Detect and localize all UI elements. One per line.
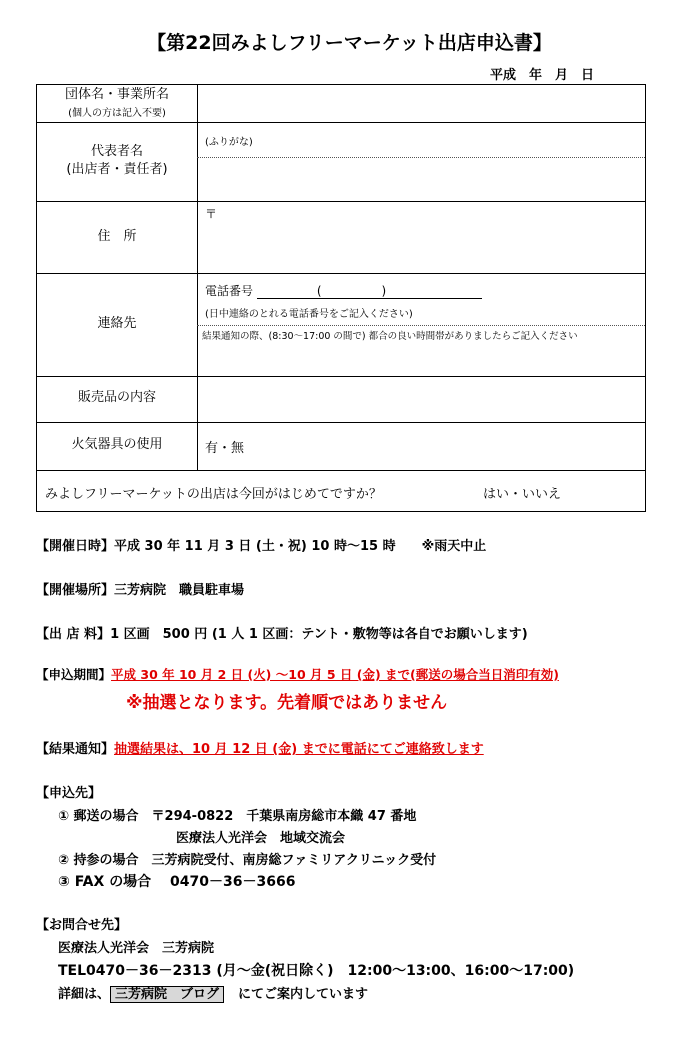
row-divider bbox=[37, 273, 645, 274]
goods-label: 販売品の内容 bbox=[77, 390, 156, 405]
contact-head: 【お問合せ先】 bbox=[36, 918, 128, 933]
result-note: 結果通知の際、(8:30～17:00 の間で) 都合の良い時間帯がありましたらご記入ください bbox=[202, 331, 578, 342]
page-title: 【第22回みよしフリーマーケット出店申込書】 bbox=[147, 32, 552, 54]
detail-prefix: 詳細は、 bbox=[58, 987, 111, 1002]
fee-line bbox=[36, 623, 528, 642]
contact-divider bbox=[197, 325, 645, 326]
rep-label-block bbox=[37, 143, 197, 179]
result-head: 【結果通知】 bbox=[36, 742, 115, 757]
org-note: (個人の方は記入不要) bbox=[68, 108, 166, 119]
event-date-text: 平成 30 年 11 月 3 日 (土・祝) 10 時～15 時 bbox=[114, 539, 396, 554]
org-label: 団体名・事業所名 bbox=[64, 87, 169, 102]
row-divider bbox=[37, 201, 645, 202]
apply-fax: ③ FAX の場合 0470－36－3666 bbox=[58, 874, 296, 890]
rep-label: 代表者名 bbox=[90, 144, 143, 159]
detail-line bbox=[58, 983, 368, 1002]
apply-mail: ① 郵送の場合 〒294-0822 千葉県南房総市本織 47 番地 bbox=[58, 809, 417, 824]
address-label: 住 所 bbox=[97, 229, 137, 244]
furigana-label: (ふりがな) bbox=[205, 137, 253, 148]
application-form bbox=[36, 84, 646, 512]
event-date-line bbox=[36, 535, 486, 554]
row-divider bbox=[37, 422, 645, 423]
period-text: 平成 30 年 10 月 2 日 (火) ～10 月 5 日 (金) まで(郵送の場合当日消印有効) bbox=[111, 667, 559, 682]
first-time-question: みよしフリーマーケットの出店は今回がはじめてですか？ bbox=[45, 487, 382, 502]
detail-suffix: にてご案内しています bbox=[238, 987, 369, 1002]
event-place-line bbox=[36, 579, 244, 598]
apply-head: 【申込先】 bbox=[36, 786, 102, 801]
apply-bring: ② 持参の場合 三芳病院受付、南房総ファミリアクリニック受付 bbox=[58, 853, 437, 868]
blog-link[interactable]: 三芳病院 ブログ bbox=[110, 986, 224, 1003]
org-label-block bbox=[37, 86, 197, 123]
row-divider bbox=[37, 470, 645, 471]
phone-field[interactable] bbox=[257, 284, 482, 299]
event-rain-note: ※雨天中止 bbox=[421, 539, 487, 554]
contact-tel: TEL0470－36－2313 (月～金(祝日除く) 12:00～13:00、16:00～17:00) bbox=[58, 963, 575, 979]
fee-text: 1 区画 500 円 (1 人 1 区画：テント・敷物等は各自でお願いします) bbox=[110, 627, 528, 642]
period-line bbox=[36, 665, 559, 683]
result-text: 抽選結果は、10 月 12 日 (金) までに電話にてご連絡致します bbox=[114, 742, 484, 757]
first-time-answer: はい・いいえ bbox=[483, 487, 562, 502]
apply-mail-org: 医療法人光洋会 地域交流会 bbox=[176, 831, 346, 846]
period-head: 【申込期間】 bbox=[36, 667, 112, 682]
contact-org: 医療法人光洋会 三芳病院 bbox=[58, 941, 215, 956]
event-date-head: 【開催日時】 bbox=[36, 539, 115, 554]
rep-note: (出店者・責任者) bbox=[66, 162, 168, 177]
fire-value: 有・無 bbox=[205, 441, 245, 456]
date-line: 平成 年 月 日 bbox=[490, 68, 595, 83]
furigana-divider bbox=[197, 157, 645, 158]
event-place-text: 三芳病院 職員駐車場 bbox=[114, 583, 245, 598]
contact-label: 連絡先 bbox=[97, 316, 137, 331]
column-divider bbox=[197, 85, 198, 470]
row-divider bbox=[37, 376, 645, 377]
fire-label: 火気器具の使用 bbox=[71, 437, 163, 452]
fee-head: 【出 店 料】 bbox=[36, 627, 111, 642]
event-place-head: 【開催場所】 bbox=[36, 583, 115, 598]
lottery-note: ※抽選となります。先着順ではありません bbox=[126, 693, 448, 713]
phone-parens: ( ) bbox=[316, 284, 387, 298]
phone-note: (日中連絡のとれる電話番号をご記入ください) bbox=[205, 309, 413, 320]
postal-mark: 〒 bbox=[205, 207, 218, 221]
phone-row bbox=[205, 282, 482, 299]
phone-label: 電話番号 bbox=[205, 284, 254, 298]
result-line bbox=[36, 738, 484, 757]
